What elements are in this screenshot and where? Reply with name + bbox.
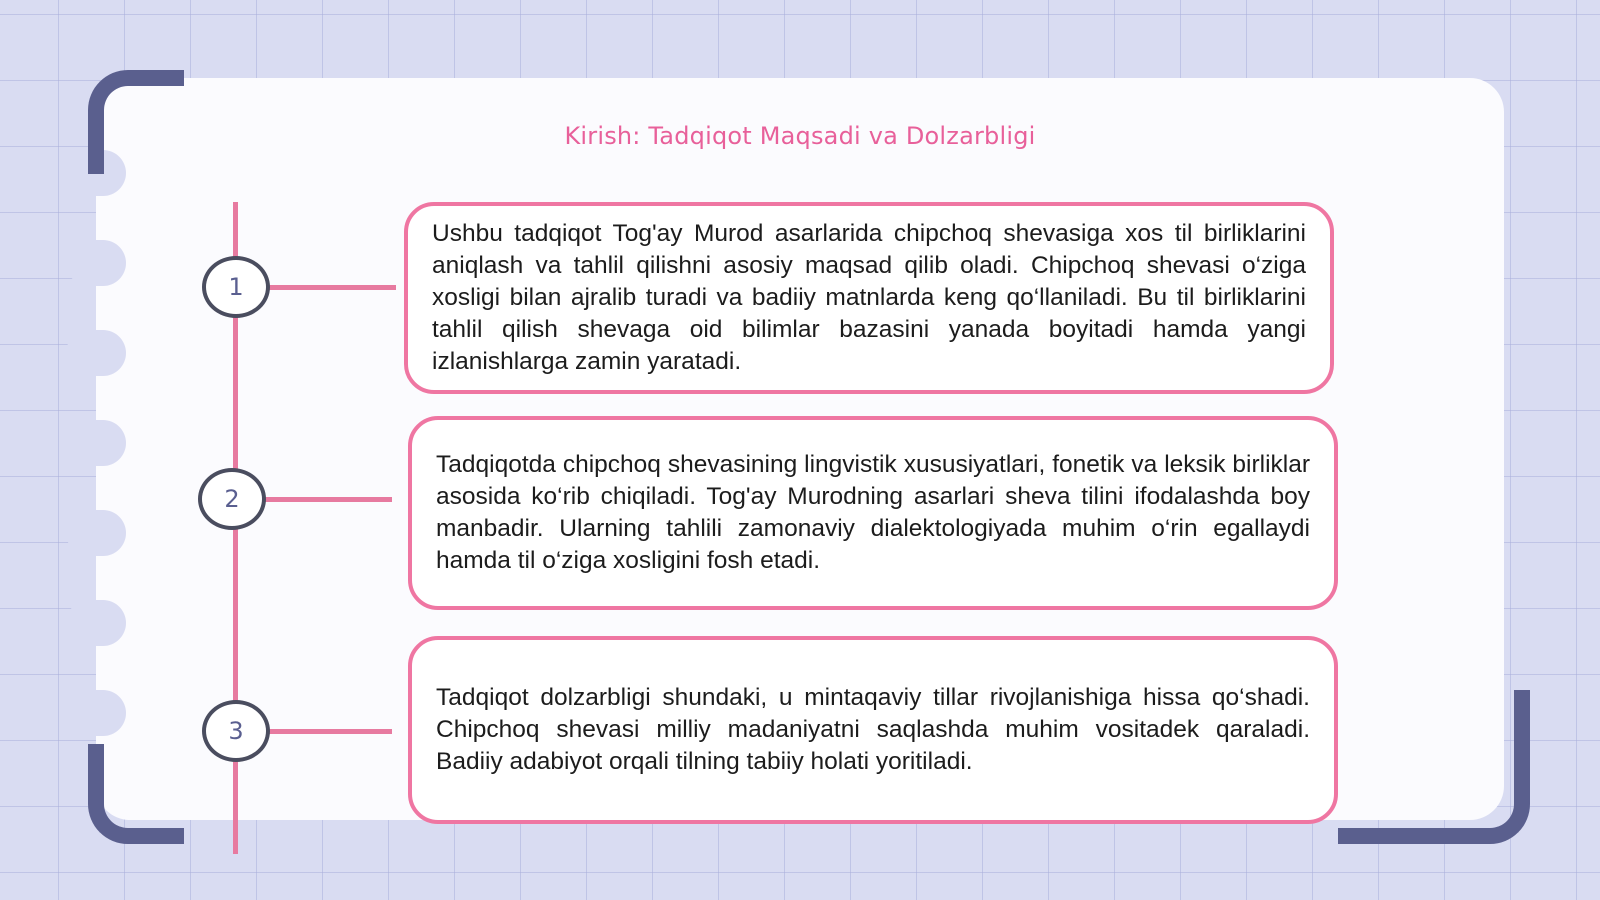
step-number: 1: [228, 273, 244, 301]
card-text: Tadqiqot dolzarbligi shundaki, u mintaqaviy tillar rivojlanishiga hissa qo‘shadi. Chipchoq shevasi milliy madaniyatni saqlashda muhim vositadek qaraladi. Badiiy adabiyot orqali tilning tabiiy holati yoritiladi.: [436, 684, 1310, 775]
card-text: Tadqiqotda chipchoq shevasining lingvistik xususiyatlari, fonetik va leksik birliklar asosida ko‘rib chiqiladi. Tog'ay Murodning asarlari sheva tilini ifodalashda boy manbadir. Ularning tahlili zamonaviy dialektologiyada muhim o‘rin egallaydi hamda til o‘ziga xosligini fosh etadi.: [436, 451, 1310, 574]
paper-notch: [66, 240, 126, 286]
paper-notch: [66, 510, 126, 556]
corner-bracket-bottom-right: [1338, 690, 1530, 844]
timeline-connector: [266, 729, 392, 734]
timeline-card-1: [404, 202, 1334, 394]
paper-notch: [66, 600, 126, 646]
timeline-connector: [262, 497, 392, 502]
paper-notch: [66, 330, 126, 376]
step-marker-1: [202, 256, 270, 318]
step-marker-3: [202, 700, 270, 762]
paper-notch: [66, 690, 126, 736]
step-number: 2: [224, 485, 240, 513]
card-text: Ushbu tadqiqot Tog'ay Murod asarlarida chipchoq shevasiga xos til birliklarini aniqlash va tahlil qilishni asosiy maqsad qilib oladi. Chipchoq shevasi o‘ziga xosligi bilan ajralib turadi va badiiy matnlarda keng qo‘llaniladi. Bu til birliklarini tahlil qilish shevaga oid bilimlar bazasini yanada boyitadi hamda yangi izlanishlarga zamin yaratadi.: [432, 220, 1306, 375]
step-marker-2: [198, 468, 266, 530]
slide-title: Kirish: Tadqiqot Maqsadi va Dolzarbligi: [564, 122, 1036, 150]
timeline-connector: [266, 285, 396, 290]
timeline-card-2: [408, 416, 1338, 610]
paper-notch: [66, 420, 126, 466]
timeline-card-3: [408, 636, 1338, 824]
corner-bracket-bottom-left: [88, 744, 184, 844]
step-number: 3: [228, 717, 244, 745]
